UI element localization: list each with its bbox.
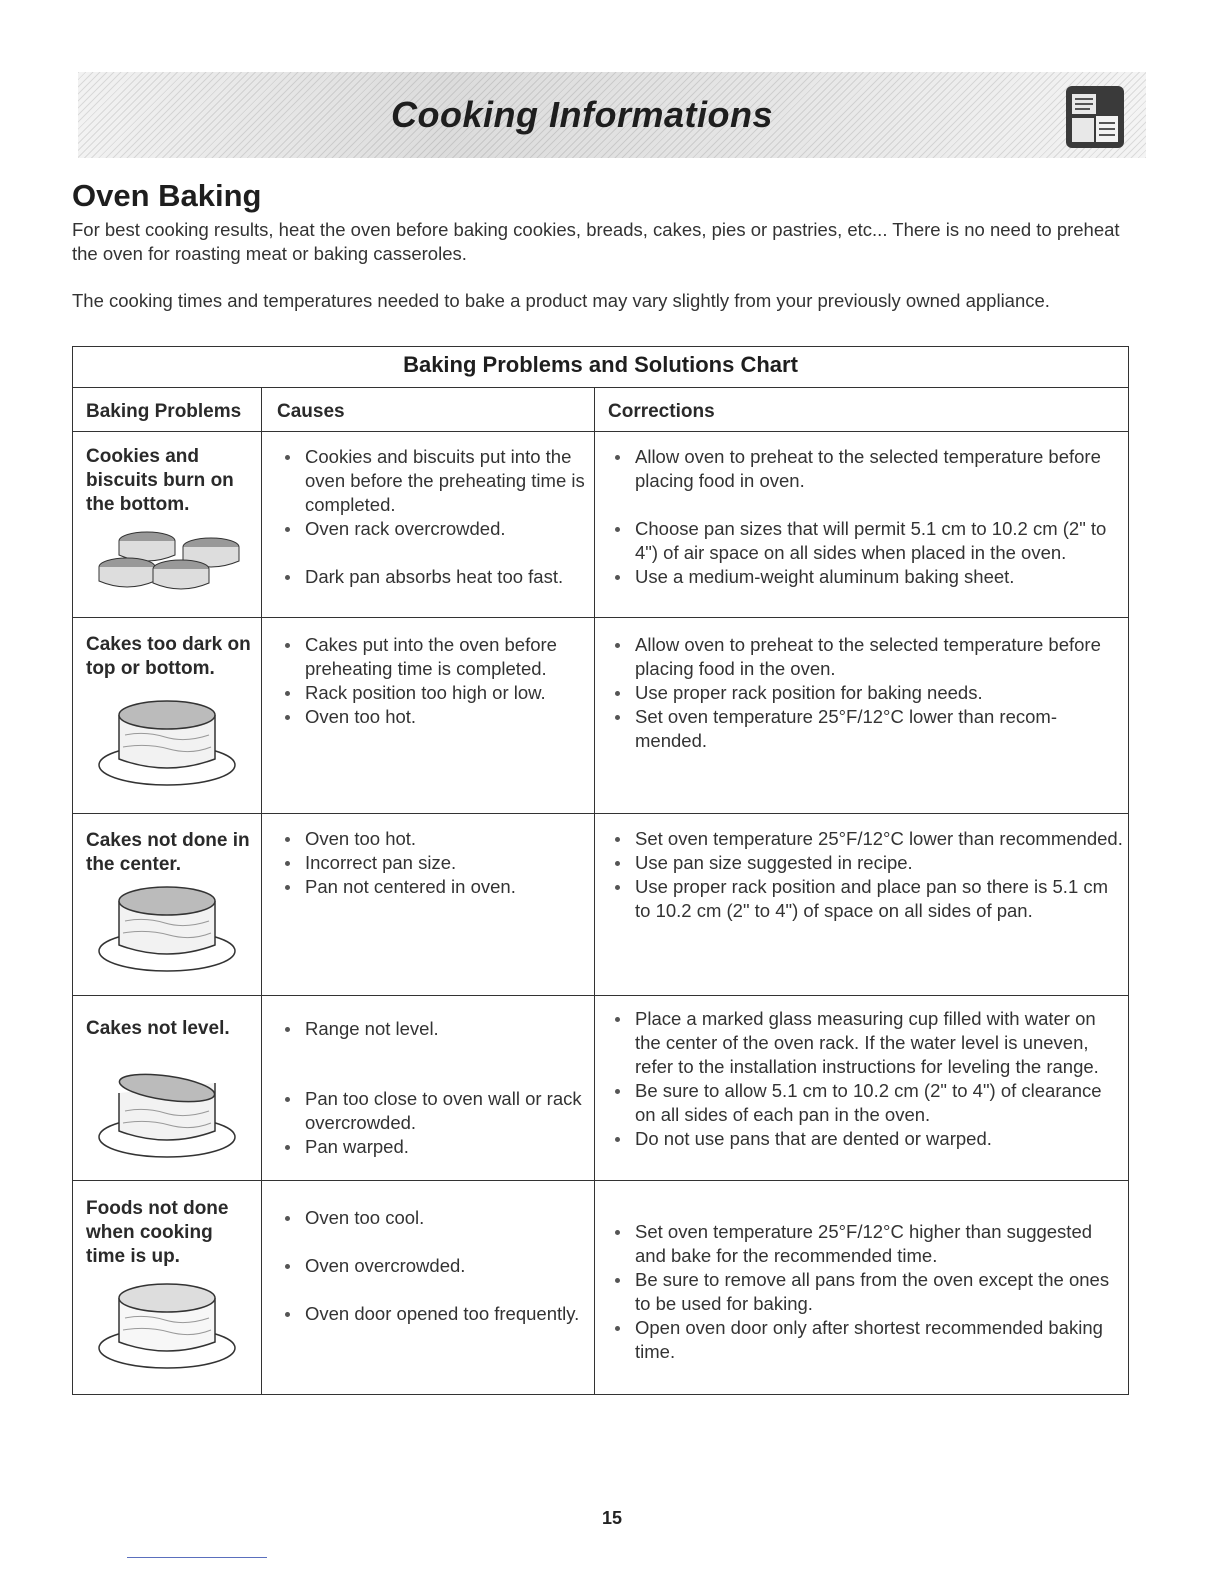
cause-item: Oven rack overcrowded. [275, 517, 595, 541]
causes-list [275, 827, 595, 899]
causes-list [275, 445, 595, 589]
cause-item: Oven too hot. [275, 827, 595, 851]
corrections-list [605, 827, 1125, 923]
cake-icon [95, 883, 240, 975]
chart-title: Baking Problems and Solutions Chart [403, 352, 798, 377]
correction-item: Set oven temperature 25°F/12°C lower than recommended. [605, 827, 1125, 851]
cause-item: Rack position too high or low. [275, 681, 595, 705]
cookies-icon [95, 527, 245, 599]
cause-item: Incorrect pan size. [275, 851, 595, 875]
cause-item: Oven too cool. [275, 1206, 595, 1230]
cause-item: Pan not centered in oven. [275, 875, 595, 899]
problem-label: Cakes too dark on top or bottom. [86, 634, 251, 679]
column-header-problems: Baking Problems [86, 401, 242, 422]
correction-item: Use proper rack position for baking needs. [605, 681, 1125, 705]
intro-paragraph-2: The cooking times and temperatures needed to bake a product may vary slightly from your previously owned appliance. [72, 290, 1050, 311]
page-number: 15 [601, 1508, 623, 1528]
tilted-cake-icon [95, 1069, 240, 1161]
correction-item: Use proper rack position and place pan so there is 5.1 cm to 10.2 cm (2" to 4") of space on all sides of pan. [605, 875, 1125, 923]
cause-item: Cookies and biscuits put into the oven before the preheating time is completed. [275, 445, 595, 517]
correction-item: Allow oven to preheat to the selected temperature before placing food in the oven. [605, 633, 1125, 681]
column-header-corrections: Corrections [608, 401, 715, 422]
cause-item: Pan warped. [275, 1135, 595, 1159]
table-row [73, 1180, 1128, 1394]
correction-item: Set oven temperature 25°F/12°C lower than recom-mended. [605, 705, 1125, 753]
column-header-causes: Causes [277, 401, 345, 422]
cookbook-icon [1066, 86, 1124, 148]
problem-label: Cookies and biscuits burn on the bottom. [86, 446, 234, 515]
section-banner [78, 72, 1146, 158]
problem-label: Cakes not level. [86, 1018, 230, 1039]
cause-item: Range not level. [275, 1017, 595, 1041]
cause-item: Dark pan absorbs heat too fast. [275, 565, 595, 589]
cause-item: Oven too hot. [275, 705, 595, 729]
baking-problems-chart [72, 346, 1129, 1395]
divider [73, 387, 1128, 388]
table-row [73, 617, 1128, 813]
footer-rule [127, 1557, 267, 1558]
intro-paragraph-1: For best cooking results, heat the oven before baking cookies, breads, cakes, pies or pastries, etc... There is no need to preheat the oven for roasting meat or baking casseroles. [72, 219, 1120, 264]
correction-item: Open oven door only after shortest recommended baking time. [605, 1316, 1125, 1364]
table-row [73, 995, 1128, 1180]
corrections-list [605, 1007, 1125, 1151]
correction-item: Set oven temperature 25°F/12°C higher than suggested and bake for the recommended time. [605, 1220, 1125, 1268]
correction-item: Be sure to allow 5.1 cm to 10.2 cm (2" to 4") of clearance on all sides of each pan in the oven. [605, 1079, 1125, 1127]
cake-icon [95, 1280, 240, 1372]
table-row [73, 813, 1128, 995]
cause-item: Cakes put into the oven before preheating time is completed. [275, 633, 595, 681]
problem-label: Foods not done when cooking time is up. [86, 1198, 229, 1267]
cause-item: Oven overcrowded. [275, 1254, 595, 1278]
correction-item: Do not use pans that are dented or warped. [605, 1127, 1125, 1151]
problem-label: Cakes not done in the center. [86, 830, 250, 875]
causes-list [275, 1206, 595, 1326]
correction-item: Use a medium-weight aluminum baking sheet. [605, 565, 1125, 589]
correction-item: Place a marked glass measuring cup filled with water on the center of the oven rack. If the water level is uneven, refer to the installation instructions for leveling the range. [605, 1007, 1125, 1079]
table-row [73, 431, 1128, 617]
section-title: Oven Baking [72, 178, 262, 213]
correction-item: Be sure to remove all pans from the oven except the ones to be used for baking. [605, 1268, 1125, 1316]
corrections-list [605, 633, 1125, 753]
causes-list [275, 633, 595, 729]
corrections-list [605, 1220, 1125, 1364]
banner-title: Cooking Informations [391, 94, 773, 135]
causes-list [275, 1017, 595, 1159]
corrections-list [605, 445, 1125, 589]
correction-item: Choose pan sizes that will permit 5.1 cm to 10.2 cm (2" to 4") of air space on all sides when placed in the oven. [605, 517, 1125, 565]
cake-icon [95, 697, 240, 789]
correction-item: Use pan size suggested in recipe. [605, 851, 1125, 875]
cause-item: Pan too close to oven wall or rack overcrowded. [275, 1087, 595, 1135]
cause-item: Oven door opened too frequently. [275, 1302, 595, 1326]
correction-item: Allow oven to preheat to the selected temperature before placing food in oven. [605, 445, 1125, 493]
